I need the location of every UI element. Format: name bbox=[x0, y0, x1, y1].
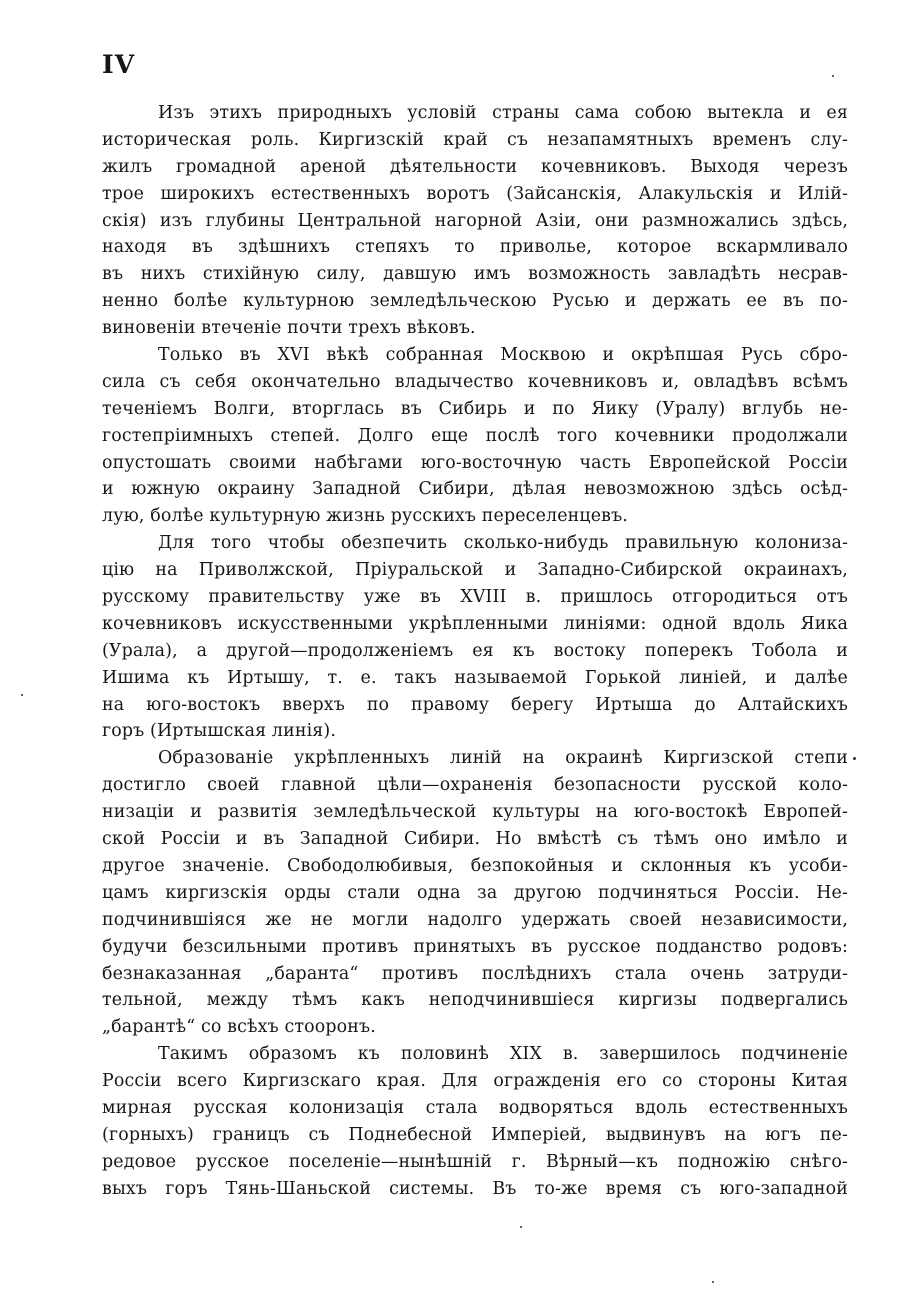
text-line: подчинившіяся же не могли надолго удержать своей независимости, bbox=[102, 909, 848, 930]
text-line: (горныхъ) границъ съ Поднебесной Имперіей, выдвинувъ на югъ пе- bbox=[102, 1124, 848, 1145]
text-line: Изъ этихъ природныхъ условій страны сама собою вытекла и ея bbox=[158, 103, 848, 123]
text-line: мирная русская колонизація стала водворяться вдоль естественныхъ bbox=[102, 1097, 848, 1118]
text-line: Ишима къ Иртышу, т. е. такъ называемой Горькой линіей, и далѣе bbox=[102, 667, 848, 688]
text-line: „барантѣ“ со всѣхъ стооронъ. bbox=[102, 1017, 376, 1038]
text-line: сила съ себя окончательно владычество кочевниковъ и, овладѣвъ всѣмъ bbox=[102, 371, 848, 392]
text-line: находя въ здѣшнихъ степяхъ то приволье, которое вскармливало bbox=[102, 237, 848, 258]
scan-speck bbox=[21, 694, 23, 696]
paragraph bbox=[102, 745, 848, 1041]
text-line: Россіи всего Киргизскаго края. Для огражденія его со стороны Китая bbox=[102, 1071, 848, 1092]
text-line: цамъ киргизскія орды стали одна за другою подчиняться Россіи. Не- bbox=[102, 882, 848, 903]
text-line: достигло своей главной цѣли—охраненія безопасности русской коло- bbox=[102, 775, 848, 796]
scan-speck bbox=[853, 757, 856, 760]
scan-speck bbox=[712, 1281, 714, 1283]
text-line: трое широкихъ естественныхъ воротъ (Зайсанскія, Алакульскія и Илій- bbox=[102, 183, 848, 204]
text-line: тельной, между тѣмъ какъ неподчинившіеся киргизы подвергались bbox=[102, 990, 848, 1011]
text-line: ненно болѣе культурною земледѣльческою Русью и держать ее въ по- bbox=[102, 291, 848, 312]
scan-speck bbox=[832, 75, 834, 77]
page-number: IV bbox=[102, 50, 136, 79]
text-line: (Урала), а другой—продолженіемъ ея къ востоку поперекъ Тобола и bbox=[102, 640, 848, 661]
text-line: редовое русское поселеніе—нынѣшній г. Вѣрный—къ подножію снѣго- bbox=[102, 1151, 848, 1172]
text-line: низаціи и развитія земледѣльческой культуры на юго-востокѣ Европей- bbox=[102, 802, 848, 823]
text-line: Такимъ образомъ къ половинѣ XIX в. завершилось подчиненіе bbox=[158, 1044, 848, 1065]
text-line: цію на Приволжской, Пріуральской и Западно-Сибирской окраинахъ, bbox=[102, 560, 848, 581]
text-line: теченіемъ Волги, вторглась въ Сибирь и по Яику (Уралу) вглубь не- bbox=[102, 398, 848, 419]
text-line: и южную окраину Западной Сибири, дѣлая невозможною здѣсь осѣд- bbox=[102, 479, 848, 500]
text-line: горъ (Иртышская линія). bbox=[102, 721, 337, 742]
text-line: русскому правительству уже въ XVIII в. пришлось отгородиться отъ bbox=[102, 587, 848, 608]
text-line: жилъ громадной ареной дѣятельности кочевниковъ. Выходя черезъ bbox=[102, 156, 848, 177]
text-line: Только въ XVI вѣкѣ собранная Москвою и окрѣпшая Русь сбро- bbox=[158, 345, 848, 366]
text-line: гостепріимныхъ степей. Долго еще послѣ того кочевники продолжали bbox=[102, 425, 848, 446]
text-line: кочевниковъ искусственными укрѣпленными линіями: одной вдоль Яика bbox=[102, 613, 848, 634]
text-line: Образованіе укрѣпленныхъ линій на окраинѣ Киргизской степи bbox=[158, 748, 848, 769]
text-line: лую, болѣе культурную жизнь русскихъ переселенцевъ. bbox=[102, 506, 629, 527]
text-line: виновеніи втеченіе почти трехъ вѣковъ. bbox=[102, 318, 476, 339]
text-line: выхъ горъ Тянь-Шаньской системы. Въ то-же время съ юго-западной bbox=[102, 1178, 848, 1199]
text-line: въ нихъ стихійную силу, давшую имъ возможность завладѣть несрав- bbox=[102, 264, 848, 285]
paragraph bbox=[102, 530, 848, 745]
text-line: скія) изъ глубины Центральной нагорной Азіи, они размножались здѣсь, bbox=[102, 210, 848, 231]
text-line: историческая роль. Киргизскій край съ незапамятныхъ временъ слу- bbox=[102, 129, 848, 150]
paragraph bbox=[102, 1041, 848, 1202]
text-line: опустошать своими набѣгами юго-восточную часть Европейской Россіи bbox=[102, 452, 848, 473]
text-line: на юго-востокъ вверхъ по правому берегу Иртыша до Алтайскихъ bbox=[102, 694, 848, 715]
text-body bbox=[102, 100, 848, 1203]
text-line: будучи безсильными противъ принятыхъ въ русское подданство родовъ: bbox=[102, 936, 848, 957]
paragraph bbox=[102, 342, 848, 530]
scan-speck bbox=[520, 1226, 522, 1228]
paragraph bbox=[102, 100, 848, 342]
text-line: другое значеніе. Свободолюбивыя, безпокойныя и склонныя къ усоби- bbox=[102, 855, 848, 876]
text-line: безнаказанная „баранта“ противъ послѣднихъ стала очень затруди- bbox=[102, 963, 848, 984]
text-line: Для того чтобы обезпечить сколько-нибудь правильную колониза- bbox=[158, 533, 848, 554]
text-line: ской Россіи и въ Западной Сибири. Но вмѣстѣ съ тѣмъ оно имѣло и bbox=[102, 829, 848, 850]
